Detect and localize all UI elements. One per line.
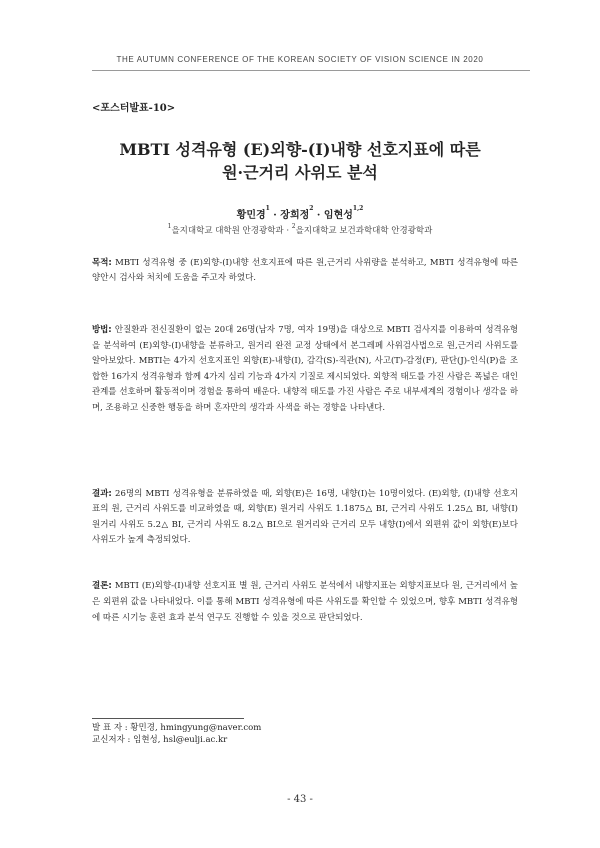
header-divider (92, 70, 530, 71)
author-sup: 2 (309, 205, 314, 212)
corresponding-contact: 교신저자 : 임현성, hsl@eulji.ac.kr (92, 735, 228, 745)
result-label: 결과: (92, 489, 112, 499)
purpose-label: 목적: (92, 258, 112, 268)
result-section (92, 487, 518, 549)
purpose-section (92, 256, 518, 287)
author-sup: 1,2 (352, 205, 364, 212)
affiliations (0, 224, 600, 236)
conclusion-section (92, 579, 518, 626)
affiliation-text: 을지대학교 보건과학대학 안경광학과 (295, 226, 433, 236)
method-text: 안질환과 전신질환이 없는 20대 26명(남자 7명, 여자 19명)을 대상으로 MBTI 검사지를 이용하여 성격유형을 분석하여 (E)외향-(I)내향을 분류하고, 원거리 완전 교정 상태에서 본그레페 사위검사법으로 원,근거리 사위도를 알아보았다. MBTI는 4가지 선호지표인 외향(E)-내향(I), 감각(S)-직관(N), 사고(T)-감정(F), 판단(J)-인식(P)을 조합한 16가지 성격유형과 함께 4가지 심리 기능과 4가지 기질로 제시되었다. 외향적 태도를 가진 사람은 폭넓은 대인관계를 선호하며 활동적이며 경험을 통하여 배운다. 내향적 태도를 가진 사람은 주로 내부세계의 경험이나 생각을 하며, 조용하고 신중한 행동을 하며 혼자만의 생각과 사색을 하는 경향을 나타낸다. (92, 324, 518, 412)
title-line-2: 원·근거리 사위도 분석 (222, 163, 378, 182)
author-name: 임현성 (323, 210, 353, 221)
running-header: THE AUTUMN CONFERENCE OF THE KOREAN SOCIETY OF VISION SCIENCE IN 2020 (116, 55, 484, 64)
presenter-contact: 발 표 자 : 황민경, hmingyung@naver.com (92, 723, 262, 733)
footnote (92, 722, 261, 746)
affil-separator: · (283, 226, 292, 236)
method-label: 방법: (92, 324, 112, 334)
conclusion-label: 결론: (92, 581, 112, 591)
result-text: 26명의 MBTI 성격유형을 분류하였을 때, 외향(E)은 16명, 내향(I)는 10명이었다. (E)외향, (I)내향 선호지표의 원, 근거리 사위도를 비교하였을 때, 외향(E) 원거리 사위도 1.1875△ BI, 근거리 사위도 1.25△ BI, 내향(I) 원거리 사위도 5.2△ BI, 근거리 사위도 8.2△ BI으로 원거리와 근거리 모두 내향(I)에서 외편위 값이 외향(E)보다 사위도가 높게 측정되었다. (92, 489, 518, 546)
affiliation-text: 을지대학교 대학원 안경광학과 (171, 226, 284, 236)
method-section (92, 322, 518, 416)
title-line-1: MBTI 성격유형 (E)외향-(I)내향 선호지표에 따른 (119, 140, 481, 159)
paper-title (60, 138, 540, 184)
author-name: 장희정 (280, 210, 310, 221)
affil-sup: 1 (167, 223, 172, 230)
page-number: - 43 - (287, 794, 313, 805)
poster-tag: <포스터발표-10> (92, 103, 176, 114)
conclusion-text: MBTI (E)외향-(I)내향 선호지표 별 원, 근거리 사위도 분석에서 내향지표는 외향지표보다 원, 근거리에서 높은 외편위 값을 나타내었다. 이를 통해 MBTI 성격유형에 따른 사위도를 확인할 수 있었으며, 향후 MBTI 성격유형에 따른 시기능 훈련 효과 분석 연구도 진행할 수 있을 것으로 판단되었다. (92, 581, 518, 623)
author-separator: · (269, 210, 281, 221)
purpose-text: MBTI 성격유형 중 (E)외향-(I)내향 선호지표에 따른 원,근거리 사위량을 분석하고, MBTI 성격유형에 따른 양안시 검사와 처치에 도움을 주고자 하였다. (92, 258, 518, 284)
footnote-divider (92, 718, 244, 719)
author-name: 황민경 (236, 210, 266, 221)
author-list (0, 206, 600, 221)
affil-sup: 2 (291, 223, 296, 230)
author-sup: 1 (265, 205, 270, 212)
author-separator: · (313, 210, 324, 221)
